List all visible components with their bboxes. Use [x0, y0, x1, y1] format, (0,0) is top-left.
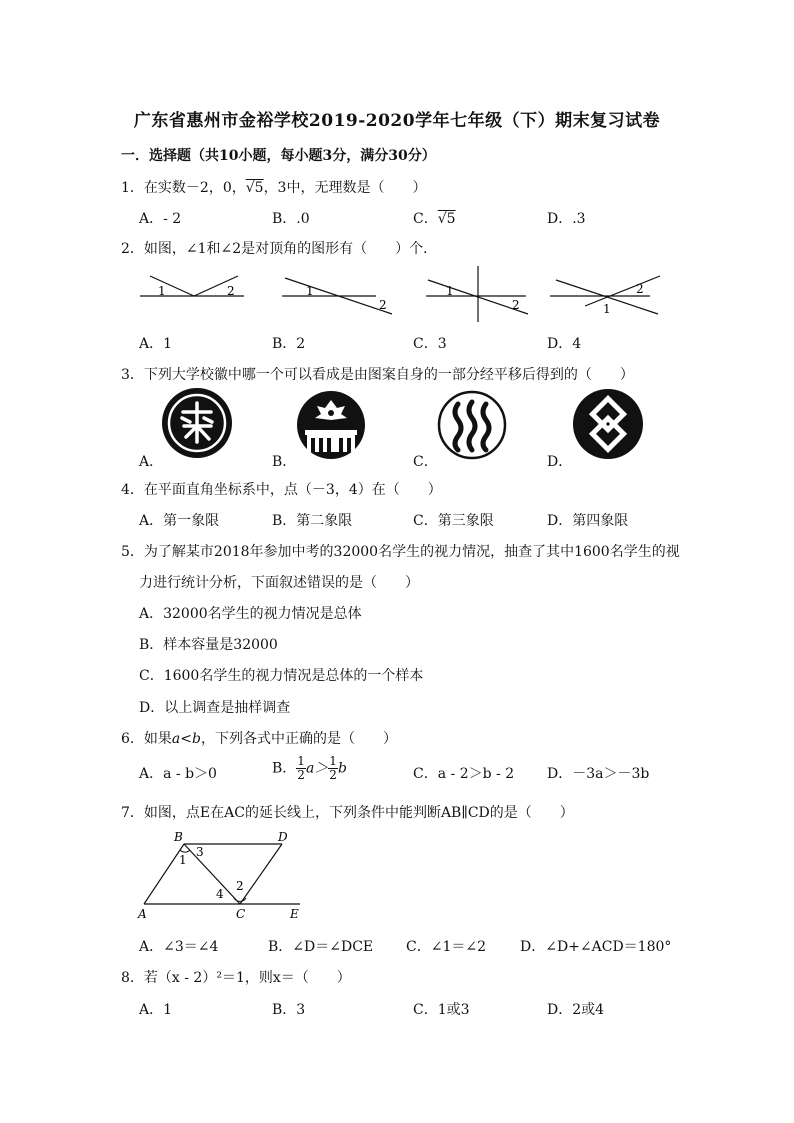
q3-option-d: D． [547, 454, 573, 470]
interlocked-squares-logo-icon [572, 388, 644, 460]
question-2-stem: 2．如图，∠1和∠2是对顶角的图形有（ ）个． [121, 241, 438, 257]
q6-stem-end: ，下列各式中正确的是（ ） [200, 731, 397, 747]
q7-label-b: B [174, 830, 183, 844]
q2-b-label-1: 1 [306, 284, 314, 298]
q1-stem-end: ，3中，无理数是（ ） [263, 180, 427, 196]
q7-option-a: A．∠3＝∠4 [139, 939, 219, 955]
q2-figure-b [282, 278, 392, 314]
q6-option-a: A．a - b＞0 [139, 766, 217, 782]
q6-frac1-den: 2 [297, 768, 305, 782]
q3-option-b: B． [272, 454, 297, 470]
wave-lines-logo-icon [436, 390, 508, 460]
q1-option-a: A．- 2 [139, 211, 182, 227]
q8-option-d: D．2或4 [547, 1002, 605, 1018]
q5-option-d: D．以上调查是抽样调查 [139, 700, 291, 716]
question-7-stem: 7．如图，点E在AC的延长线上，下列条件中能判断AB∥CD的是（ ） [121, 805, 574, 821]
q6-option-b-label: B． [272, 760, 297, 777]
q2-c-label-2: 2 [512, 298, 520, 312]
q1-option-b: B．.0 [272, 211, 310, 227]
q7-option-b: B．∠D＝∠DCE [268, 939, 374, 955]
q1-option-c-sqrt: √5 [437, 211, 456, 227]
q8-option-a: A．1 [139, 1002, 173, 1018]
question-5-stem-line1: 5．为了解某市2018年参加中考的32000名学生的视力情况，抽查了其中1600名学生的视 [121, 544, 680, 560]
q5-option-c: C．1600名学生的视力情况是总体的一个样本 [139, 668, 424, 684]
q4-option-c: C．第三象限 [413, 513, 494, 529]
q6-option-b [272, 755, 347, 782]
q6-stem-text: 6．如果 [121, 731, 172, 747]
q7-label-3: 3 [196, 845, 204, 859]
question-6-stem [121, 728, 397, 748]
q2-option-d: D．4 [547, 336, 582, 352]
q7-label-1: 1 [179, 853, 187, 867]
q2-figure-a [140, 276, 244, 298]
q2-d-label-1: 1 [603, 302, 611, 316]
q1-option-c [413, 208, 456, 228]
question-3-stem: 3．下列大学校徽中哪一个可以看成是由图案自身的一部分经平移后得到的（ ） [121, 367, 634, 383]
q2-d-label-2: 2 [636, 282, 644, 296]
q5-option-b: B．样本容量是32000 [139, 637, 278, 653]
q2-figure-d [550, 276, 660, 316]
q6-stem-var: a<b [171, 731, 201, 747]
q4-option-b: B．第二象限 [272, 513, 353, 529]
q6-frac2-num: 1 [329, 754, 337, 768]
q8-option-c: C．1或3 [413, 1002, 470, 1018]
q2-option-c: C．3 [413, 336, 447, 352]
q2-b-label-2: 2 [379, 298, 387, 312]
q6-frac2-den: 2 [329, 768, 337, 782]
q6-option-d: D．－3a＞－3b [547, 766, 650, 782]
page-title: 广东省惠州市金裕学校2019-2020学年七年级（下）期末复习试卷 [133, 111, 661, 131]
q6-option-b-fraction-1 [296, 755, 306, 782]
q7-option-d: D．∠D+∠ACD＝180° [520, 939, 672, 955]
q5-option-a: A．32000名学生的视力情况是总体 [139, 606, 362, 622]
q6-option-b-mid: a＞ [305, 760, 329, 777]
q8-option-b: B．3 [272, 1002, 306, 1018]
q2-figures [130, 262, 670, 324]
q3-option-a: A． [139, 454, 164, 470]
q4-option-d: D．第四象限 [547, 513, 629, 529]
q7-option-c: C．∠1＝∠2 [406, 939, 486, 955]
q2-a-label-2: 2 [227, 284, 235, 298]
question-5-stem-line2: 力进行统计分析，下面叙述错误的是（ ） [139, 575, 419, 591]
q1-option-c-label: C． [413, 211, 438, 227]
q2-option-b: B．2 [272, 336, 306, 352]
q6-option-b-fraction-2 [328, 755, 338, 782]
q7-label-a: A [138, 907, 147, 921]
q6-option-c: C．a - 2＞b - 2 [413, 766, 515, 782]
question-8-stem: 8．若（x - 2）²＝1，则x＝（ ） [121, 970, 351, 986]
q7-label-c: C [236, 907, 246, 921]
q2-figure-c [426, 266, 528, 322]
question-1-stem [121, 177, 426, 197]
q1-stem-text: 1．在实数－2，0， [121, 180, 246, 196]
tsinghua-gate-logo-icon [295, 390, 367, 460]
q1-option-d: D．.3 [547, 211, 586, 227]
q3-option-c: C． [413, 454, 438, 470]
q6-frac1-num: 1 [297, 754, 305, 768]
q7-parallelogram-figure [132, 826, 312, 924]
q2-c-label-1: 1 [446, 284, 454, 298]
q4-option-a: A．第一象限 [139, 513, 220, 529]
q7-label-2: 2 [236, 879, 244, 893]
q6-option-b-end: b [337, 760, 347, 777]
peking-university-logo-icon [160, 386, 234, 460]
section-heading: 一．选择题（共10小题，每小题3分，满分30分） [121, 148, 436, 164]
q1-sqrt: √5 [245, 180, 264, 196]
q2-a-label-1: 1 [158, 284, 166, 298]
q7-label-e: E [290, 907, 299, 921]
q7-label-d: D [278, 830, 288, 844]
question-4-stem: 4．在平面直角坐标系中，点（－3，4）在（ ） [121, 482, 442, 498]
q7-label-4: 4 [216, 887, 224, 901]
q2-option-a: A．1 [139, 336, 173, 352]
